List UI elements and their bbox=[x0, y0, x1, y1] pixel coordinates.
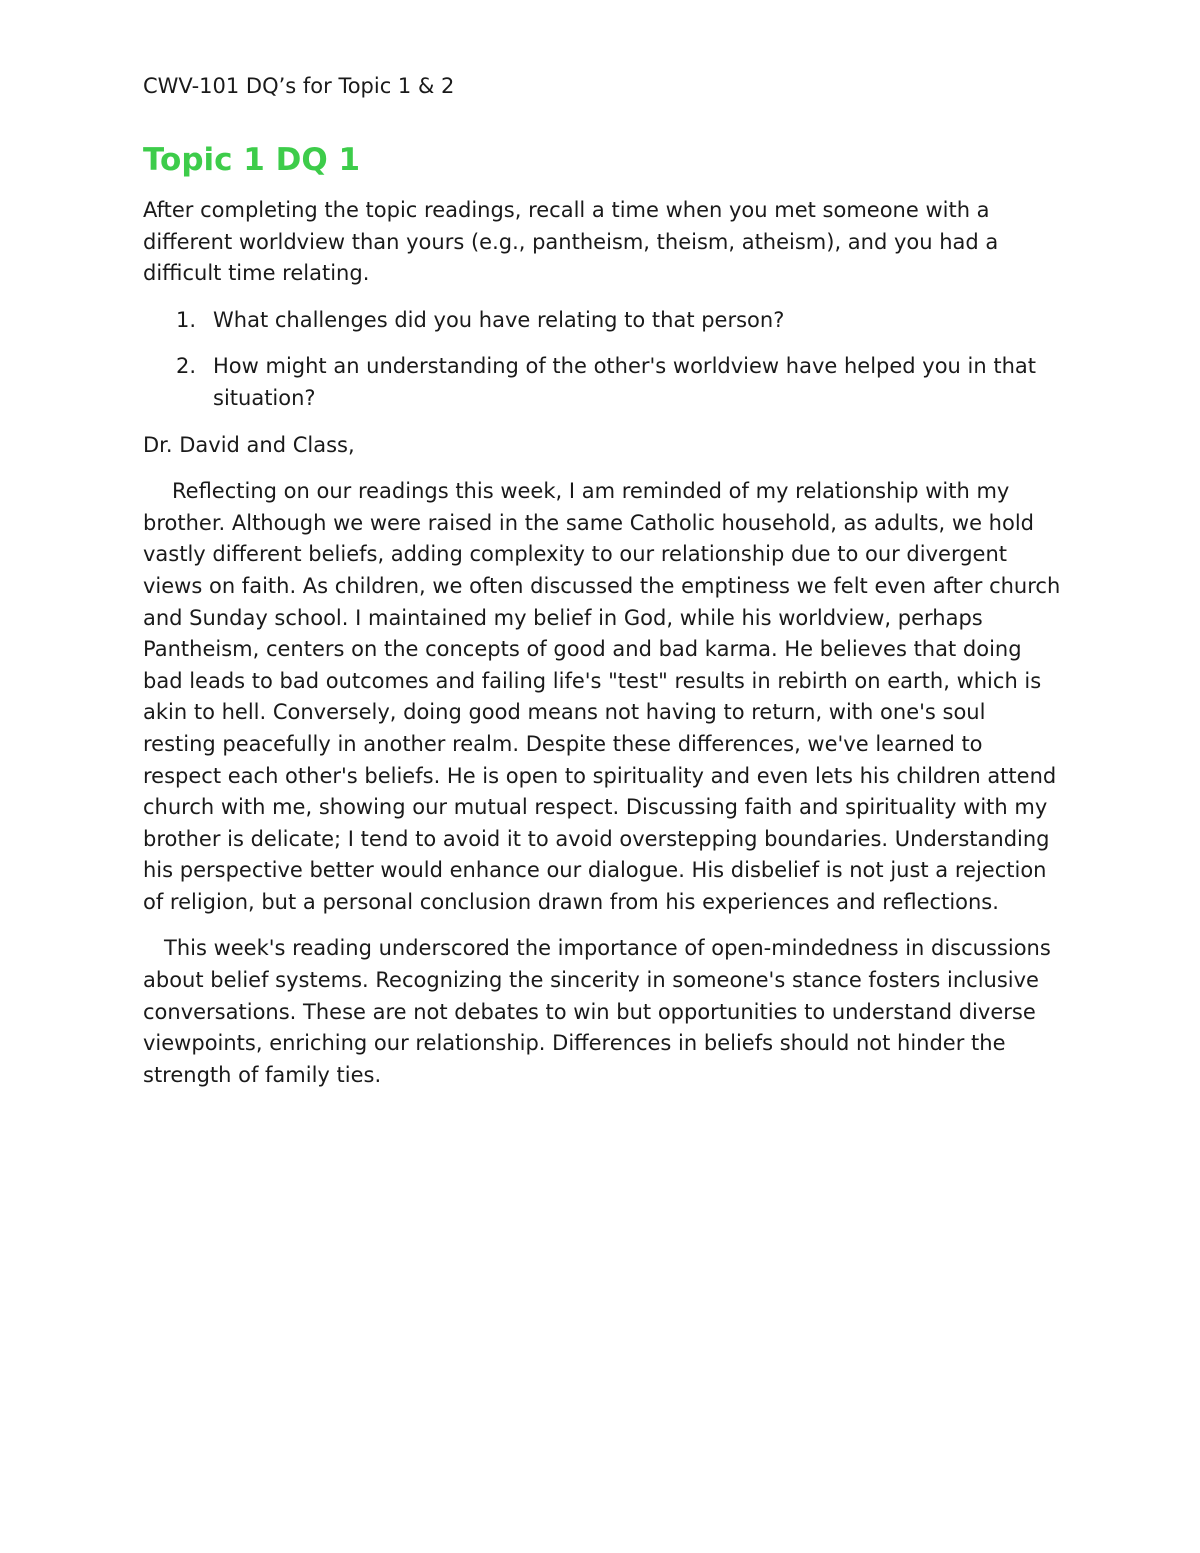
response-paragraph: This week's reading underscored the importance of open-mindedness in discussions about belief systems. Recognizing the sincerity in someone's stance fosters inclusive conversations. These are not debates to win but opportunities to understand diverse viewpoints, enriching our relationship. Differences in beliefs should not hinder the strength of family ties. bbox=[143, 936, 1051, 1087]
response-paragraph: Reflecting on our readings this week, I am reminded of my relationship with my brother. Although we were raised in the same Catholic household, as adults, we hold vastly different beliefs, adding complexity to our relationship due to our divergent views on faith. As children, we often discussed the emptiness we felt even after church and Sunday school. I maintained my belief in God, while his worldview, perhaps Pantheism, centers on the concepts of good and bad karma. He believes that doing bad leads to bad outcomes and failing life's "test" results in rebirth on earth, which is akin to hell. Conversely, doing good means not having to return, with one's soul resting peacefully in another realm. Despite these differences, we've learned to respect each other's beliefs. He is open to spirituality and even lets his children attend church with me, showing our mutual respect. Discussing faith and spirituality with my brother is delicate; I tend to avoid it to avoid overstepping boundaries. Understanding his perspective better would enhance our dialogue. His disbelief is not just a rejection of religion, but a personal conclusion drawn from his experiences and reflections. bbox=[143, 479, 1061, 914]
discussion-prompt: After completing the topic readings, recall a time when you met someone with a different worldview than yours (e.g., pantheism, theism, atheism), and you had a difficult time relating. bbox=[143, 198, 999, 286]
question-item bbox=[143, 351, 1063, 414]
question-text: What challenges did you have relating to that person? bbox=[213, 307, 785, 332]
question-list bbox=[143, 305, 1063, 415]
question-number: 1. bbox=[176, 307, 197, 332]
question-text: How might an understanding of the other's worldview have helped you in that situation? bbox=[213, 354, 1037, 410]
question-number: 2. bbox=[176, 354, 197, 379]
response-greeting: Dr. David and Class, bbox=[143, 432, 355, 457]
discussion-question-title: Topic 1 DQ 1 bbox=[143, 142, 361, 178]
document-body bbox=[143, 72, 1063, 1091]
question-item bbox=[143, 305, 1063, 337]
document-header: CWV-101 DQ’s for Topic 1 & 2 bbox=[143, 74, 455, 98]
